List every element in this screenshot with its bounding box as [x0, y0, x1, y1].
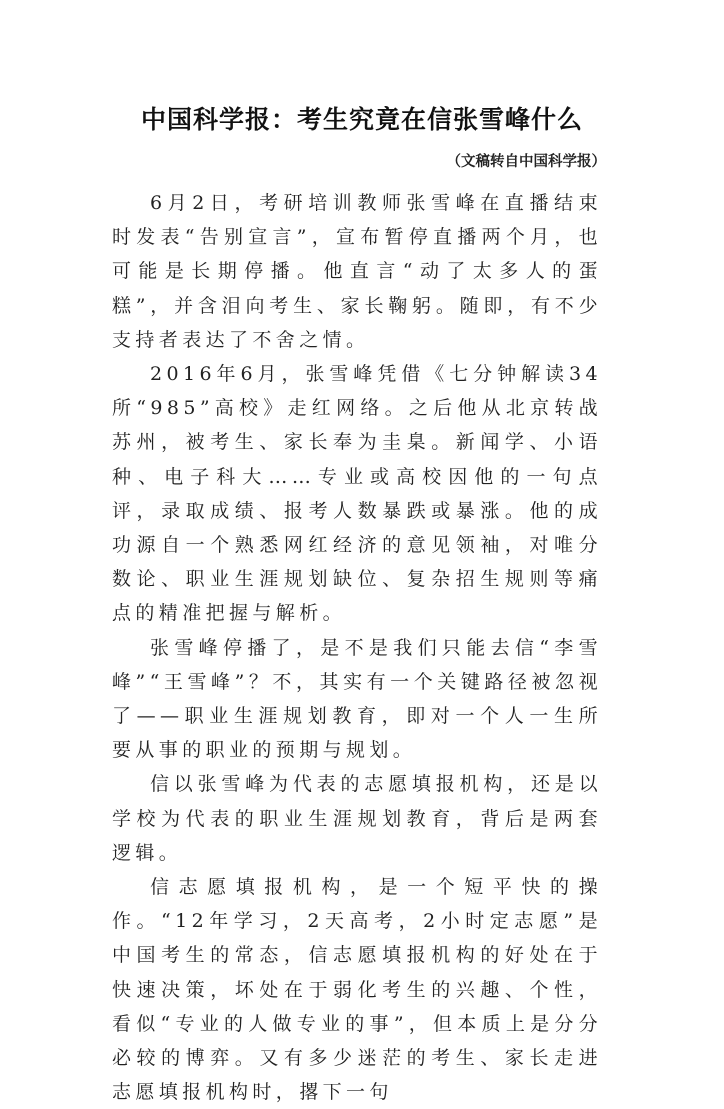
article-body — [112, 186, 602, 1109]
source-attribution: （文稿转自中国科学报） — [446, 153, 606, 170]
paragraph: 信志愿填报机构，是一个短平快的操作。“12年学习，2天高考，2小时定志愿”是中国考生的常态，信志愿填报机构的好处在于快速决策，坏处在于弱化考生的兴趣、个性，看似“专业的人做专业的事”，但本质上是分分必较的博弈。又有多少迷茫的考生、家长走进志愿填报机构时，撂下一句 — [112, 876, 602, 1104]
paragraph: 2016年6月，张雪峰凭借《七分钟解读34所“985”高校》走红网络。之后他从北京转战苏州，被考生、家长奉为圭臬。新闻学、小语种、电子科大……专业或高校因他的一句点评，录取成绩、报考人数暴跌或暴涨。他的成功源自一个熟悉网红经济的意见领袖，对唯分数论、职业生涯规划缺位、复杂招生规则等痛点的精准把握与解析。 — [112, 363, 602, 625]
paragraph: 6月2日，考研培训教师张雪峰在直播结束时发表“告别宣言”，宣布暂停直播两个月，也可能是长期停播。他直言“动了太多人的蛋糕”，并含泪向考生、家长鞠躬。随即，有不少支持者表达了不舍之情。 — [112, 192, 602, 351]
paragraph: 张雪峰停播了，是不是我们只能去信“李雪峰”“王雪峰”？不，其实有一个关键路径被忽视了——职业生涯规划教育，即对一个人一生所要从事的职业的预期与规划。 — [112, 636, 602, 762]
paragraph: 信以张雪峰为代表的志愿填报机构，还是以学校为代表的职业生涯规划教育，背后是两套逻辑。 — [112, 773, 602, 864]
article-title: 中国科学报：考生究竟在信张雪峰什么 — [140, 105, 583, 134]
